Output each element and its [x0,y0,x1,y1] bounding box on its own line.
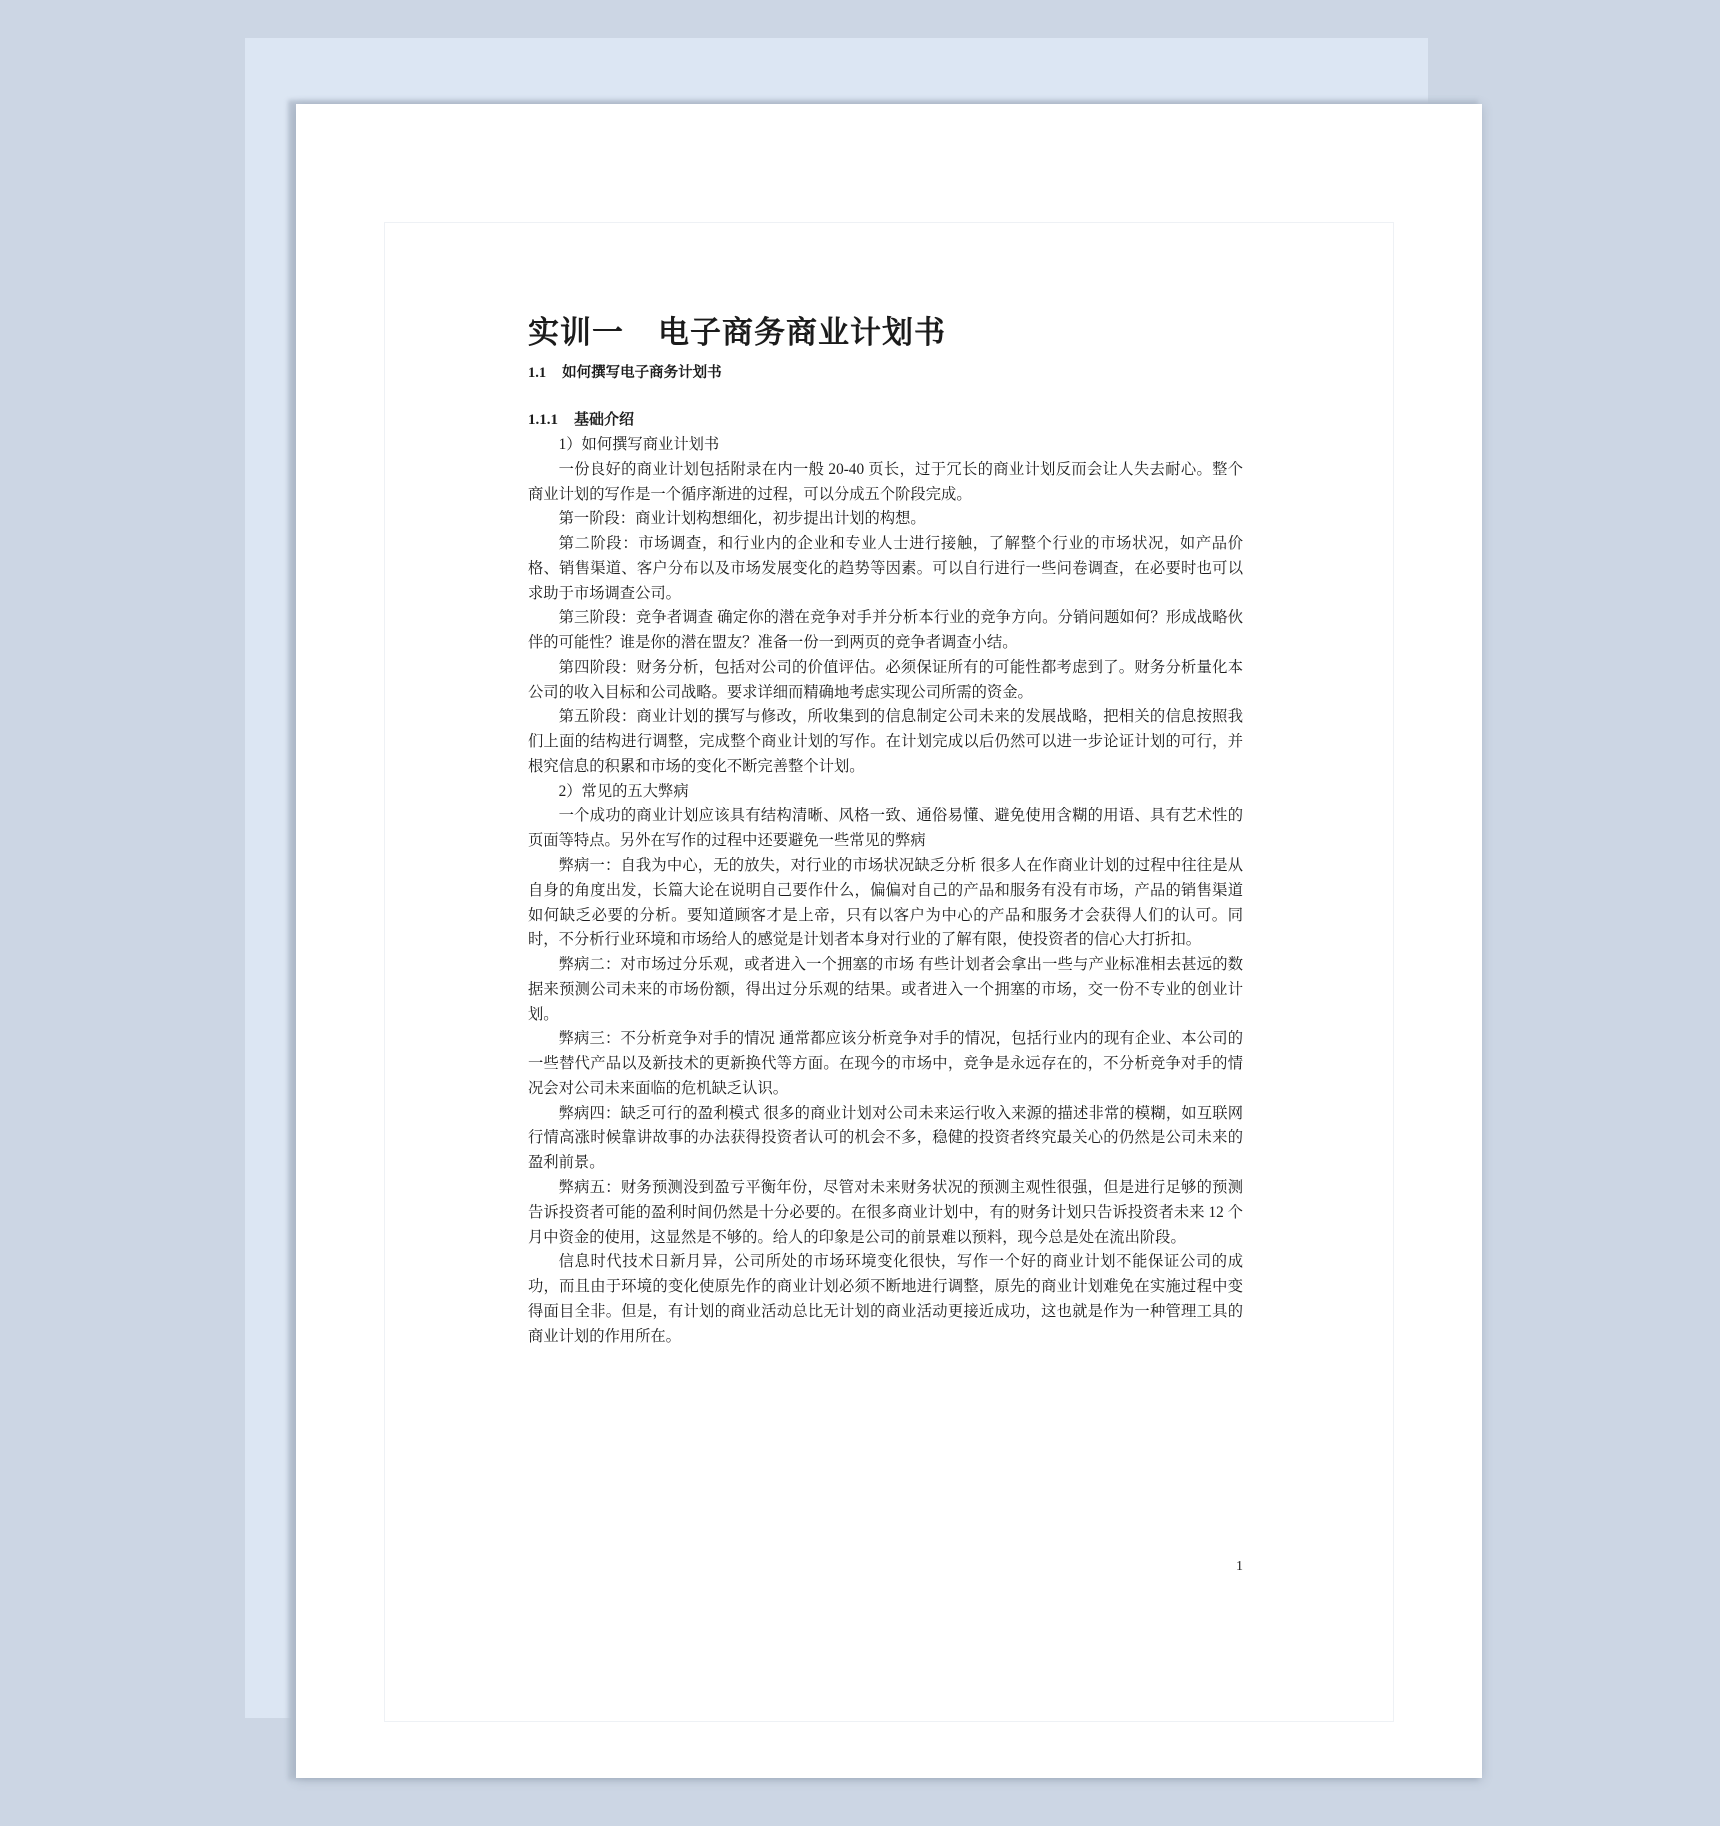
title-main: 实训一 [528,315,624,350]
paragraph: 弊病五：财务预测没到盈亏平衡年份，尽管对未来财务状况的预测主观性很强，但是进行足够的预测告诉投资者可能的盈利时间仍然是十分必要的。在很多商业计划中，有的财务计划只告诉投资者未来 12 个月中资金的使用，这显然是不够的。给人的印象是公司的前景难以预料，现今总是处在流出阶段。 [528,1178,1243,1246]
subsection-title: 基础介绍 [574,411,635,428]
paragraph: 弊病二：对市场过分乐观，或者进入一个拥塞的市场 有些计划者会拿出一些与产业标准相去甚远的数据来预测公司未来的市场份额，得出过分乐观的结果。或者进入一个拥塞的市场，交一份不专业的创业计划。 [528,956,1243,1023]
title-rest: 电子商务商业计划书 [658,315,946,350]
page-number: 1 [1236,1559,1243,1574]
paragraph: 第四阶段：财务分析，包括对公司的价值评估。必须保证所有的可能性都考虑到了。财务分析量化本公司的收入目标和公司战略。要求详细而精确地考虑实现公司所需的资金。 [528,658,1243,701]
paragraph: 弊病一：自我为中心，无的放失，对行业的市场状况缺乏分析 很多人在作商业计划的过程中往往是从自身的角度出发，长篇大论在说明自己要作什么，偏偏对自己的产品和服务有没有市场，产品的销售渠道如何缺乏必要的分析。要知道顾客才是上帝，只有以客户为中心的产品和服务才会获得人们的认可。同时，不分析行业环境和市场给人的感觉是计划者本身对行业的了解有限，使投资者的信心大打折扣。 [528,857,1243,949]
paragraph: 第五阶段：商业计划的撰写与修改，所收集到的信息制定公司未来的发展战略，把相关的信息按照我们上面的结构进行调整，完成整个商业计划的写作。在计划完成以后仍然可以进一步论证计划的可行，并根究信息的积累和市场的变化不断完善整个计划。 [528,708,1243,775]
section-title: 如何撰写电子商务计划书 [562,364,722,381]
subsection-number: 1.1.1 [528,411,558,428]
document-content [528,314,1243,1349]
section-heading [528,363,1243,385]
paragraph: 2）常见的五大弊病 [558,782,689,800]
paragraph: 弊病四：缺乏可行的盈利模式 很多的商业计划对公司未来运行收入来源的描述非常的模糊，如互联网行情高涨时候靠讲故事的办法获得投资者认可的机会不多，稳健的投资者终究最关心的仍然是公司未来的盈利前景。 [528,1104,1243,1172]
subsection-heading [528,409,1243,432]
paragraph: 第三阶段：竞争者调查 确定你的潜在竞争对手并分析本行业的竞争方向。分销问题如何？形成战略伙伴的可能性？谁是你的潜在盟友？准备一份一到两页的竞争者调查小结。 [528,609,1243,652]
paragraph: 第一阶段：商业计划构想细化，初步提出计划的构想。 [558,510,926,528]
page-title [528,314,1243,353]
paragraph: 弊病三：不分析竞争对手的情况 通常都应该分析竞争对手的情况，包括行业内的现有企业、本公司的一些替代产品以及新技术的更新换代等方面。在现今的市场中，竞争是永远存在的，不分析竞争对手的情况会对公司未来面临的危机缺乏认识。 [528,1030,1243,1097]
paragraph: 一份良好的商业计划包括附录在内一般 20-40 页长，过于冗长的商业计划反而会让人失去耐心。整个商业计划的写作是一个循序渐进的过程，可以分成五个阶段完成。 [528,460,1243,503]
paragraph: 信息时代技术日新月异，公司所处的市场环境变化很快，写作一个好的商业计划不能保证公司的成功，而且由于环境的变化使原先作的商业计划必须不断地进行调整，原先的商业计划难免在实施过程中变得面目全非。但是，有计划的商业活动总比无计划的商业活动更接近成功，这也就是作为一种管理工具的商业计划的作用所在。 [528,1253,1243,1345]
section-number: 1.1 [528,364,547,381]
document-page [296,104,1482,1778]
paragraph: 一个成功的商业计划应该具有结构清晰、风格一致、通俗易懂、避免使用含糊的用语、具有艺术性的页面等特点。另外在写作的过程中还要避免一些常见的弊病 [528,807,1243,850]
paragraph: 第二阶段：市场调查，和行业内的企业和专业人士进行接触，了解整个行业的市场状况，如产品价格、销售渠道、客户分布以及市场发展变化的趋势等因素。可以自行进行一些问卷调查，在必要时也可以求助于市场调查公司。 [528,535,1243,602]
paragraph: 1）如何撰写商业计划书 [558,436,720,453]
